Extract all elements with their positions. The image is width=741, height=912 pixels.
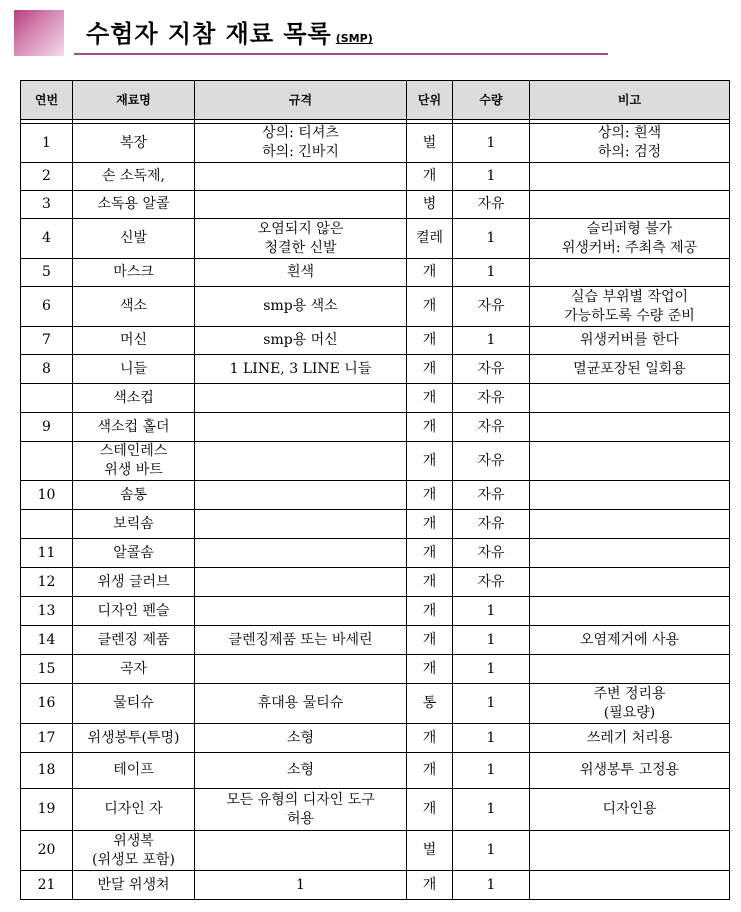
table-row (21, 684, 730, 724)
cell-no: 20 (21, 831, 73, 871)
cell-unit: 개 (407, 355, 453, 384)
cell-spec (195, 568, 407, 597)
cell-no: 1 (21, 124, 73, 163)
cell-unit: 개 (407, 481, 453, 510)
header-name: 재료명 (73, 81, 195, 120)
cell-name: 복장 (73, 124, 195, 163)
cell-qty: 자유 (453, 287, 530, 327)
cell-spec (195, 481, 407, 510)
cell-qty: 자유 (453, 384, 530, 413)
cell-qty: 1 (453, 831, 530, 871)
cell-note (530, 568, 730, 597)
header-spec: 규격 (195, 81, 407, 120)
table-row (21, 626, 730, 655)
materials-table (20, 80, 730, 900)
title-text: 수험자 지참 재료 목록 (86, 20, 332, 48)
cell-qty: 1 (453, 871, 530, 900)
cell-no: 12 (21, 568, 73, 597)
cell-note (530, 481, 730, 510)
cell-qty: 1 (453, 259, 530, 287)
table-body (21, 120, 730, 900)
table-row (21, 789, 730, 831)
cell-unit: 개 (407, 442, 453, 481)
cell-unit: 벌 (407, 124, 453, 163)
cell-spec (195, 539, 407, 568)
cell-spec: 1 (195, 871, 407, 900)
table-row (21, 753, 730, 789)
cell-no: 3 (21, 191, 73, 219)
cell-spec: 1 LINE, 3 LINE 니들 (195, 355, 407, 384)
table-row (21, 510, 730, 539)
cell-note (530, 597, 730, 626)
cell-qty: 자유 (453, 510, 530, 539)
header-qty: 수량 (453, 81, 530, 120)
table-row (21, 191, 730, 219)
cell-note: 상의: 흰색 하의: 검정 (530, 124, 730, 163)
table-row (21, 355, 730, 384)
cell-note: 멸균포장된 일회용 (530, 355, 730, 384)
cell-spec (195, 831, 407, 871)
cell-name: 위생 글러브 (73, 568, 195, 597)
cell-name: 알콜솜 (73, 539, 195, 568)
cell-unit: 개 (407, 568, 453, 597)
cell-no: 15 (21, 655, 73, 684)
cell-name: 위생봉투(투명) (73, 724, 195, 753)
cell-note (530, 442, 730, 481)
cell-no: 21 (21, 871, 73, 900)
cell-note: 주변 정리용 (필요량) (530, 684, 730, 724)
cell-name: 물티슈 (73, 684, 195, 724)
cell-unit: 켤레 (407, 219, 453, 259)
cell-unit: 개 (407, 539, 453, 568)
cell-no: 11 (21, 539, 73, 568)
cell-name: 위생복 (위생모 포함) (73, 831, 195, 871)
cell-note: 오염제거에 사용 (530, 626, 730, 655)
cell-spec: 소형 (195, 724, 407, 753)
cell-name: 보릭솜 (73, 510, 195, 539)
cell-no: 9 (21, 413, 73, 442)
table-row (21, 655, 730, 684)
cell-name: 색소컵 홀더 (73, 413, 195, 442)
cell-qty: 자유 (453, 413, 530, 442)
cell-unit: 개 (407, 413, 453, 442)
table-row (21, 442, 730, 481)
table-row (21, 124, 730, 163)
cell-note: 실습 부위별 작업이 가능하도록 수량 준비 (530, 287, 730, 327)
cell-qty: 자유 (453, 568, 530, 597)
table-row (21, 724, 730, 753)
cell-note (530, 163, 730, 191)
cell-name: 곡자 (73, 655, 195, 684)
cell-qty: 자유 (453, 355, 530, 384)
cell-spec: 상의: 티셔츠 하의: 긴바지 (195, 124, 407, 163)
cell-no: 17 (21, 724, 73, 753)
title-underline (74, 53, 608, 55)
header-no: 연번 (21, 81, 73, 120)
cell-spec: 소형 (195, 753, 407, 789)
cell-note (530, 831, 730, 871)
cell-qty: 자유 (453, 442, 530, 481)
cell-unit: 개 (407, 753, 453, 789)
cell-name: 디자인 자 (73, 789, 195, 831)
cell-no: 19 (21, 789, 73, 831)
cell-qty: 1 (453, 789, 530, 831)
table-row (21, 871, 730, 900)
cell-qty: 1 (453, 219, 530, 259)
cell-spec: 오염되지 않은 청결한 신발 (195, 219, 407, 259)
cell-spec (195, 384, 407, 413)
cell-unit: 개 (407, 287, 453, 327)
cell-spec (195, 163, 407, 191)
cell-note: 위생봉투 고정용 (530, 753, 730, 789)
cell-name: 신발 (73, 219, 195, 259)
table-row (21, 384, 730, 413)
cell-qty: 1 (453, 597, 530, 626)
cell-name: 색소컵 (73, 384, 195, 413)
table-row (21, 597, 730, 626)
cell-qty: 1 (453, 163, 530, 191)
table-row (21, 287, 730, 327)
cell-no: 18 (21, 753, 73, 789)
cell-spec (195, 442, 407, 481)
cell-note: 위생커버를 한다 (530, 327, 730, 355)
title-decoration (14, 10, 64, 56)
cell-unit: 개 (407, 597, 453, 626)
cell-no (21, 384, 73, 413)
cell-note (530, 655, 730, 684)
cell-no: 14 (21, 626, 73, 655)
cell-no (21, 510, 73, 539)
cell-name: 머신 (73, 327, 195, 355)
cell-qty: 1 (453, 124, 530, 163)
table-row (21, 219, 730, 259)
cell-name: 클렌징 제품 (73, 626, 195, 655)
cell-unit: 개 (407, 384, 453, 413)
cell-spec: 휴대용 물티슈 (195, 684, 407, 724)
cell-qty: 자유 (453, 481, 530, 510)
cell-qty: 1 (453, 626, 530, 655)
cell-note (530, 413, 730, 442)
cell-note: 디자인용 (530, 789, 730, 831)
cell-name: 솜통 (73, 481, 195, 510)
table-header-row (21, 81, 730, 120)
cell-no (21, 442, 73, 481)
cell-qty: 1 (453, 327, 530, 355)
cell-no: 5 (21, 259, 73, 287)
cell-note: 쓰레기 처리용 (530, 724, 730, 753)
cell-note (530, 539, 730, 568)
cell-name: 디자인 펜슬 (73, 597, 195, 626)
cell-unit: 개 (407, 163, 453, 191)
cell-note: 슬리퍼형 불가 위생커버: 주최측 제공 (530, 219, 730, 259)
table-row (21, 831, 730, 871)
title-suffix: (SMP) (335, 32, 373, 45)
cell-spec: 흰색 (195, 259, 407, 287)
cell-name: 마스크 (73, 259, 195, 287)
cell-qty: 자유 (453, 539, 530, 568)
cell-note (530, 384, 730, 413)
cell-no: 7 (21, 327, 73, 355)
cell-note (530, 259, 730, 287)
cell-unit: 병 (407, 191, 453, 219)
cell-unit: 개 (407, 259, 453, 287)
cell-no: 16 (21, 684, 73, 724)
cell-name: 반달 위생쳐 (73, 871, 195, 900)
cell-unit: 벌 (407, 831, 453, 871)
cell-no: 8 (21, 355, 73, 384)
cell-qty: 1 (453, 684, 530, 724)
cell-unit: 통 (407, 684, 453, 724)
cell-unit: 개 (407, 327, 453, 355)
cell-no: 2 (21, 163, 73, 191)
page-title (86, 14, 373, 49)
header-unit: 단위 (407, 81, 453, 120)
cell-name: 스테인레스 위생 바트 (73, 442, 195, 481)
table-row (21, 413, 730, 442)
cell-name: 색소 (73, 287, 195, 327)
table-row (21, 568, 730, 597)
cell-note (530, 191, 730, 219)
cell-note (530, 871, 730, 900)
cell-spec: smp용 머신 (195, 327, 407, 355)
cell-name: 니들 (73, 355, 195, 384)
header-note: 비고 (530, 81, 730, 120)
cell-unit: 개 (407, 655, 453, 684)
cell-note (530, 510, 730, 539)
table-row (21, 481, 730, 510)
cell-no: 6 (21, 287, 73, 327)
cell-unit: 개 (407, 871, 453, 900)
table-row (21, 539, 730, 568)
cell-no: 10 (21, 481, 73, 510)
cell-unit: 개 (407, 724, 453, 753)
cell-spec (195, 191, 407, 219)
cell-spec: 모든 유형의 디자인 도구 허용 (195, 789, 407, 831)
cell-unit: 개 (407, 789, 453, 831)
cell-no: 4 (21, 219, 73, 259)
cell-name: 손 소독제, (73, 163, 195, 191)
cell-unit: 개 (407, 510, 453, 539)
cell-unit: 개 (407, 626, 453, 655)
cell-qty: 1 (453, 753, 530, 789)
cell-spec (195, 655, 407, 684)
cell-spec (195, 413, 407, 442)
cell-spec: 클렌징제품 또는 바세린 (195, 626, 407, 655)
table-row (21, 163, 730, 191)
table-row (21, 259, 730, 287)
cell-qty: 1 (453, 655, 530, 684)
cell-name: 소독용 알콜 (73, 191, 195, 219)
cell-qty: 자유 (453, 191, 530, 219)
cell-spec: smp용 색소 (195, 287, 407, 327)
cell-qty: 1 (453, 724, 530, 753)
cell-name: 테이프 (73, 753, 195, 789)
cell-no: 13 (21, 597, 73, 626)
cell-spec (195, 510, 407, 539)
cell-spec (195, 597, 407, 626)
table-row (21, 327, 730, 355)
